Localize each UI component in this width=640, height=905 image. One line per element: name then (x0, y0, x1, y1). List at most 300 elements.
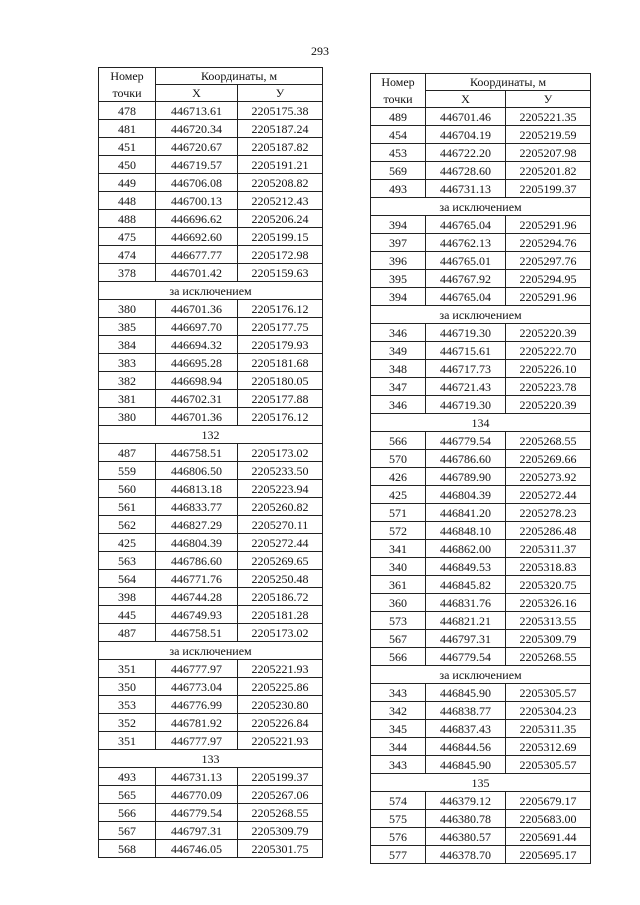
point-number-cell: 341 (371, 540, 426, 558)
x-coordinate-cell: 446677.77 (156, 246, 238, 264)
x-coordinate-cell: 446744.28 (156, 588, 238, 606)
point-number-cell: 380 (99, 408, 156, 426)
table-row (99, 210, 323, 228)
x-coordinate-cell: 446762.13 (426, 234, 506, 252)
y-coordinate-cell: 2205223.78 (506, 378, 591, 396)
x-coordinate-cell: 446692.60 (156, 228, 238, 246)
point-number-cell: 381 (99, 390, 156, 408)
table-row (99, 120, 323, 138)
x-coordinate-cell: 446720.67 (156, 138, 238, 156)
point-number-cell: 560 (99, 480, 156, 498)
y-coordinate-cell: 2205268.55 (238, 804, 323, 822)
point-number-cell: 566 (99, 804, 156, 822)
point-number-cell: 449 (99, 174, 156, 192)
coordinates-header: Координаты, м (426, 74, 591, 91)
y-coordinate-cell: 2205212.43 (238, 192, 323, 210)
y-coordinate-cell: 2205272.44 (238, 534, 323, 552)
table-row (371, 756, 591, 774)
table-row (371, 234, 591, 252)
point-number-cell: 396 (371, 252, 426, 270)
table-row (371, 594, 591, 612)
section-label: 132 (99, 426, 323, 444)
x-coordinate-cell: 446721.43 (426, 378, 506, 396)
table-row (371, 270, 591, 288)
y-coordinate-cell: 2205176.12 (238, 408, 323, 426)
y-coordinate-cell: 2205221.35 (506, 108, 591, 126)
x-coordinate-cell: 446821.21 (426, 612, 506, 630)
point-number-cell: 569 (371, 162, 426, 180)
table-row (371, 738, 591, 756)
x-coordinate-cell: 446719.30 (426, 324, 506, 342)
x-coordinate-cell: 446758.51 (156, 624, 238, 642)
y-coordinate-cell: 2205233.50 (238, 462, 323, 480)
point-number-cell: 489 (371, 108, 426, 126)
table-row (99, 390, 323, 408)
x-coordinate-cell: 446779.54 (426, 432, 506, 450)
y-coordinate-cell: 2205301.75 (238, 840, 323, 858)
x-coordinate-cell: 446797.31 (156, 822, 238, 840)
x-coordinate-cell: 446806.50 (156, 462, 238, 480)
point-number-cell: 345 (371, 720, 426, 738)
x-coordinate-cell: 446765.01 (426, 252, 506, 270)
y-coordinate-cell: 2205326.16 (506, 594, 591, 612)
point-number-cell: 353 (99, 696, 156, 714)
y-coordinate-cell: 2205305.57 (506, 756, 591, 774)
y-coordinate-cell: 2205270.11 (238, 516, 323, 534)
point-number-cell: 566 (371, 648, 426, 666)
x-coordinate-cell: 446746.05 (156, 840, 238, 858)
y-coordinate-cell: 2205269.66 (506, 450, 591, 468)
x-coordinate-cell: 446749.93 (156, 606, 238, 624)
point-number-cell: 451 (99, 138, 156, 156)
point-number-cell: 343 (371, 756, 426, 774)
y-coordinate-cell: 2205286.48 (506, 522, 591, 540)
coordinates-table-right (370, 73, 591, 864)
point-number-cell: 425 (371, 486, 426, 504)
x-coordinate-cell: 446844.56 (426, 738, 506, 756)
table-row (371, 846, 591, 864)
table-row (99, 516, 323, 534)
point-number-header: Номер точки (371, 74, 426, 108)
table-row (99, 840, 323, 858)
x-coordinate-cell: 446704.19 (426, 126, 506, 144)
x-coordinate-cell: 446771.76 (156, 570, 238, 588)
page-number: 293 (311, 44, 329, 58)
x-coordinate-cell: 446786.60 (156, 552, 238, 570)
x-coordinate-cell: 446845.90 (426, 756, 506, 774)
y-coordinate-cell: 2205220.39 (506, 324, 591, 342)
x-coordinate-cell: 446758.51 (156, 444, 238, 462)
table-row (371, 126, 591, 144)
point-number-cell: 384 (99, 336, 156, 354)
x-coordinate-cell: 446722.20 (426, 144, 506, 162)
section-row (99, 282, 323, 300)
table-row (371, 828, 591, 846)
point-number-cell: 426 (371, 468, 426, 486)
y-coordinate-cell: 2205191.21 (238, 156, 323, 174)
point-number-cell: 361 (371, 576, 426, 594)
y-coordinate-cell: 2205291.96 (506, 216, 591, 234)
point-number-cell: 487 (99, 444, 156, 462)
section-label: за исключением (371, 666, 591, 684)
table-row (371, 252, 591, 270)
table-row (99, 786, 323, 804)
table-row (99, 336, 323, 354)
section-row (99, 642, 323, 660)
x-coordinate-cell: 446848.10 (426, 522, 506, 540)
point-number-cell: 570 (371, 450, 426, 468)
point-number-cell: 576 (371, 828, 426, 846)
point-number-cell: 559 (99, 462, 156, 480)
y-coordinate-cell: 2205219.59 (506, 126, 591, 144)
table-row (99, 804, 323, 822)
table-row (371, 360, 591, 378)
table-row (371, 486, 591, 504)
y-coordinate-cell: 2205305.57 (506, 684, 591, 702)
x-coordinate-cell: 446702.31 (156, 390, 238, 408)
point-number-cell: 352 (99, 714, 156, 732)
point-number-cell: 474 (99, 246, 156, 264)
table-row (371, 648, 591, 666)
y-coordinate-cell: 2205230.80 (238, 696, 323, 714)
point-number-cell: 453 (371, 144, 426, 162)
y-coordinate-cell: 2205199.37 (506, 180, 591, 198)
section-label: за исключением (371, 306, 591, 324)
x-coordinate-cell: 446837.43 (426, 720, 506, 738)
x-coordinate-cell: 446719.30 (426, 396, 506, 414)
x-coordinate-cell: 446838.77 (426, 702, 506, 720)
table-row (371, 180, 591, 198)
y-coordinate-cell: 2205199.37 (238, 768, 323, 786)
x-coordinate-cell: 446697.70 (156, 318, 238, 336)
table-row (99, 462, 323, 480)
point-number-cell: 394 (371, 288, 426, 306)
point-number-cell: 563 (99, 552, 156, 570)
x-coordinate-cell: 446797.31 (426, 630, 506, 648)
y-coordinate-cell: 2205269.65 (238, 552, 323, 570)
x-coordinate-cell: 446765.04 (426, 216, 506, 234)
x-coordinate-cell: 446845.82 (426, 576, 506, 594)
y-coordinate-cell: 2205177.88 (238, 390, 323, 408)
table-row (99, 588, 323, 606)
y-coordinate-cell: 2205679.17 (506, 792, 591, 810)
y-coordinate-cell: 2205225.86 (238, 678, 323, 696)
x-coordinate-cell: 446841.20 (426, 504, 506, 522)
point-number-cell: 478 (99, 102, 156, 120)
x-coordinate-cell: 446789.90 (426, 468, 506, 486)
point-number-cell: 394 (371, 216, 426, 234)
x-coordinate-cell: 446833.77 (156, 498, 238, 516)
x-coordinate-cell: 446765.04 (426, 288, 506, 306)
table-row (371, 576, 591, 594)
y-header: У (238, 85, 323, 102)
point-number-cell: 360 (371, 594, 426, 612)
section-row (371, 774, 591, 792)
point-number-cell: 340 (371, 558, 426, 576)
table-row (371, 612, 591, 630)
x-coordinate-cell: 446695.28 (156, 354, 238, 372)
point-number-cell: 342 (371, 702, 426, 720)
table-row (371, 432, 591, 450)
y-coordinate-cell: 2205683.00 (506, 810, 591, 828)
y-header: У (506, 91, 591, 108)
y-coordinate-cell: 2205208.82 (238, 174, 323, 192)
table-row (371, 324, 591, 342)
point-number-cell: 574 (371, 792, 426, 810)
point-number-cell: 564 (99, 570, 156, 588)
y-coordinate-cell: 2205309.79 (506, 630, 591, 648)
y-coordinate-cell: 2205695.17 (506, 846, 591, 864)
y-coordinate-cell: 2205226.10 (506, 360, 591, 378)
x-coordinate-cell: 446777.97 (156, 660, 238, 678)
y-coordinate-cell: 2205221.93 (238, 660, 323, 678)
y-coordinate-cell: 2205220.39 (506, 396, 591, 414)
y-coordinate-cell: 2205268.55 (506, 432, 591, 450)
table-row (99, 696, 323, 714)
table-row (99, 822, 323, 840)
x-coordinate-cell: 446813.18 (156, 480, 238, 498)
point-number-cell: 475 (99, 228, 156, 246)
x-coordinate-cell: 446701.36 (156, 408, 238, 426)
y-coordinate-cell: 2205278.23 (506, 504, 591, 522)
table-row (99, 138, 323, 156)
table-row (99, 570, 323, 588)
table-row (371, 630, 591, 648)
y-coordinate-cell: 2205294.76 (506, 234, 591, 252)
point-number-cell: 566 (371, 432, 426, 450)
table-row (99, 246, 323, 264)
x-coordinate-cell: 446767.92 (426, 270, 506, 288)
x-coordinate-cell: 446777.97 (156, 732, 238, 750)
y-coordinate-cell: 2205320.75 (506, 576, 591, 594)
x-coordinate-cell: 446804.39 (156, 534, 238, 552)
y-coordinate-cell: 2205691.44 (506, 828, 591, 846)
section-row (371, 306, 591, 324)
table-row (99, 552, 323, 570)
point-number-cell: 349 (371, 342, 426, 360)
table-row (371, 684, 591, 702)
table-row (371, 162, 591, 180)
table-row (99, 678, 323, 696)
point-number-cell: 351 (99, 660, 156, 678)
x-coordinate-cell: 446779.54 (156, 804, 238, 822)
section-label: 133 (99, 750, 323, 768)
section-label: за исключением (99, 642, 323, 660)
y-coordinate-cell: 2205159.63 (238, 264, 323, 282)
table-row (371, 378, 591, 396)
table-row (99, 156, 323, 174)
y-coordinate-cell: 2205181.28 (238, 606, 323, 624)
point-number-cell: 493 (371, 180, 426, 198)
point-number-cell: 398 (99, 588, 156, 606)
y-coordinate-cell: 2205206.24 (238, 210, 323, 228)
y-coordinate-cell: 2205250.48 (238, 570, 323, 588)
table-row (99, 264, 323, 282)
x-coordinate-cell: 446700.13 (156, 192, 238, 210)
table-row (99, 534, 323, 552)
x-coordinate-cell: 446804.39 (426, 486, 506, 504)
table-row (99, 192, 323, 210)
x-coordinate-cell: 446770.09 (156, 786, 238, 804)
point-number-cell: 573 (371, 612, 426, 630)
coordinates-table-left (98, 67, 323, 858)
coordinates-header: Координаты, м (156, 68, 323, 85)
point-number-cell: 348 (371, 360, 426, 378)
section-row (371, 414, 591, 432)
y-coordinate-cell: 2205221.93 (238, 732, 323, 750)
y-coordinate-cell: 2205207.98 (506, 144, 591, 162)
table-row (99, 660, 323, 678)
x-header: X (426, 91, 506, 108)
table-row (99, 408, 323, 426)
y-coordinate-cell: 2205223.94 (238, 480, 323, 498)
x-coordinate-cell: 446380.78 (426, 810, 506, 828)
point-number-cell: 378 (99, 264, 156, 282)
x-coordinate-cell: 446701.42 (156, 264, 238, 282)
table-row (371, 702, 591, 720)
x-coordinate-cell: 446728.60 (426, 162, 506, 180)
x-coordinate-cell: 446696.62 (156, 210, 238, 228)
x-coordinate-cell: 446720.34 (156, 120, 238, 138)
point-number-header: Номер точки (99, 68, 156, 102)
x-coordinate-cell: 446779.54 (426, 648, 506, 666)
y-coordinate-cell: 2205294.95 (506, 270, 591, 288)
y-coordinate-cell: 2205272.44 (506, 486, 591, 504)
y-coordinate-cell: 2205187.82 (238, 138, 323, 156)
point-number-cell: 385 (99, 318, 156, 336)
x-coordinate-cell: 446378.70 (426, 846, 506, 864)
y-coordinate-cell: 2205180.05 (238, 372, 323, 390)
section-label: 135 (371, 774, 591, 792)
table-row (99, 228, 323, 246)
point-number-cell: 397 (371, 234, 426, 252)
point-number-cell: 575 (371, 810, 426, 828)
x-coordinate-cell: 446715.61 (426, 342, 506, 360)
table-row (99, 300, 323, 318)
section-row (99, 750, 323, 768)
x-coordinate-cell: 446719.57 (156, 156, 238, 174)
y-coordinate-cell: 2205311.35 (506, 720, 591, 738)
x-coordinate-cell: 446831.76 (426, 594, 506, 612)
y-coordinate-cell: 2205172.98 (238, 246, 323, 264)
y-coordinate-cell: 2205177.75 (238, 318, 323, 336)
point-number-cell: 343 (371, 684, 426, 702)
point-number-cell: 344 (371, 738, 426, 756)
point-number-cell: 346 (371, 396, 426, 414)
section-label: за исключением (99, 282, 323, 300)
table-row (371, 144, 591, 162)
point-number-cell: 454 (371, 126, 426, 144)
section-row (371, 198, 591, 216)
point-number-cell: 425 (99, 534, 156, 552)
y-coordinate-cell: 2205201.82 (506, 162, 591, 180)
point-number-cell: 568 (99, 840, 156, 858)
x-coordinate-cell: 446773.04 (156, 678, 238, 696)
y-coordinate-cell: 2205297.76 (506, 252, 591, 270)
y-coordinate-cell: 2205199.15 (238, 228, 323, 246)
y-coordinate-cell: 2205311.37 (506, 540, 591, 558)
point-number-cell: 488 (99, 210, 156, 228)
x-coordinate-cell: 446862.00 (426, 540, 506, 558)
x-coordinate-cell: 446849.53 (426, 558, 506, 576)
y-coordinate-cell: 2205312.69 (506, 738, 591, 756)
point-number-cell: 395 (371, 270, 426, 288)
table-row (371, 504, 591, 522)
table-row (99, 354, 323, 372)
table-row (371, 108, 591, 126)
x-coordinate-cell: 446731.13 (426, 180, 506, 198)
y-coordinate-cell: 2205179.93 (238, 336, 323, 354)
table-row (99, 498, 323, 516)
section-row (99, 426, 323, 444)
point-number-cell: 493 (99, 768, 156, 786)
section-label: за исключением (371, 198, 591, 216)
table-row (371, 396, 591, 414)
table-row (371, 720, 591, 738)
table-row (371, 288, 591, 306)
point-number-cell: 380 (99, 300, 156, 318)
y-coordinate-cell: 2205173.02 (238, 624, 323, 642)
table-row (99, 102, 323, 120)
point-number-cell: 565 (99, 786, 156, 804)
y-coordinate-cell: 2205186.72 (238, 588, 323, 606)
table-row (99, 768, 323, 786)
table-row (99, 174, 323, 192)
x-coordinate-cell: 446698.94 (156, 372, 238, 390)
table-row (371, 810, 591, 828)
x-coordinate-cell: 446786.60 (426, 450, 506, 468)
x-coordinate-cell: 446694.32 (156, 336, 238, 354)
table-row (99, 372, 323, 390)
y-coordinate-cell: 2205268.55 (506, 648, 591, 666)
y-coordinate-cell: 2205313.55 (506, 612, 591, 630)
point-number-cell: 347 (371, 378, 426, 396)
y-coordinate-cell: 2205181.68 (238, 354, 323, 372)
section-row (371, 666, 591, 684)
point-number-cell: 577 (371, 846, 426, 864)
x-coordinate-cell: 446701.36 (156, 300, 238, 318)
table-row (99, 606, 323, 624)
y-coordinate-cell: 2205226.84 (238, 714, 323, 732)
point-number-cell: 487 (99, 624, 156, 642)
table-row (371, 216, 591, 234)
x-coordinate-cell: 446706.08 (156, 174, 238, 192)
x-coordinate-cell: 446731.13 (156, 768, 238, 786)
x-coordinate-cell: 446781.92 (156, 714, 238, 732)
y-coordinate-cell: 2205260.82 (238, 498, 323, 516)
point-number-cell: 351 (99, 732, 156, 750)
table-row (99, 318, 323, 336)
table-row (371, 342, 591, 360)
point-number-cell: 572 (371, 522, 426, 540)
table-row (371, 468, 591, 486)
y-coordinate-cell: 2205273.92 (506, 468, 591, 486)
point-number-cell: 567 (99, 822, 156, 840)
table-row (99, 624, 323, 642)
point-number-cell: 350 (99, 678, 156, 696)
point-number-cell: 567 (371, 630, 426, 648)
point-number-cell: 571 (371, 504, 426, 522)
y-coordinate-cell: 2205304.23 (506, 702, 591, 720)
point-number-cell: 561 (99, 498, 156, 516)
x-coordinate-cell: 446845.90 (426, 684, 506, 702)
x-coordinate-cell: 446701.46 (426, 108, 506, 126)
table-row (99, 714, 323, 732)
point-number-cell: 481 (99, 120, 156, 138)
section-label: 134 (371, 414, 591, 432)
table-row (99, 732, 323, 750)
point-number-cell: 450 (99, 156, 156, 174)
